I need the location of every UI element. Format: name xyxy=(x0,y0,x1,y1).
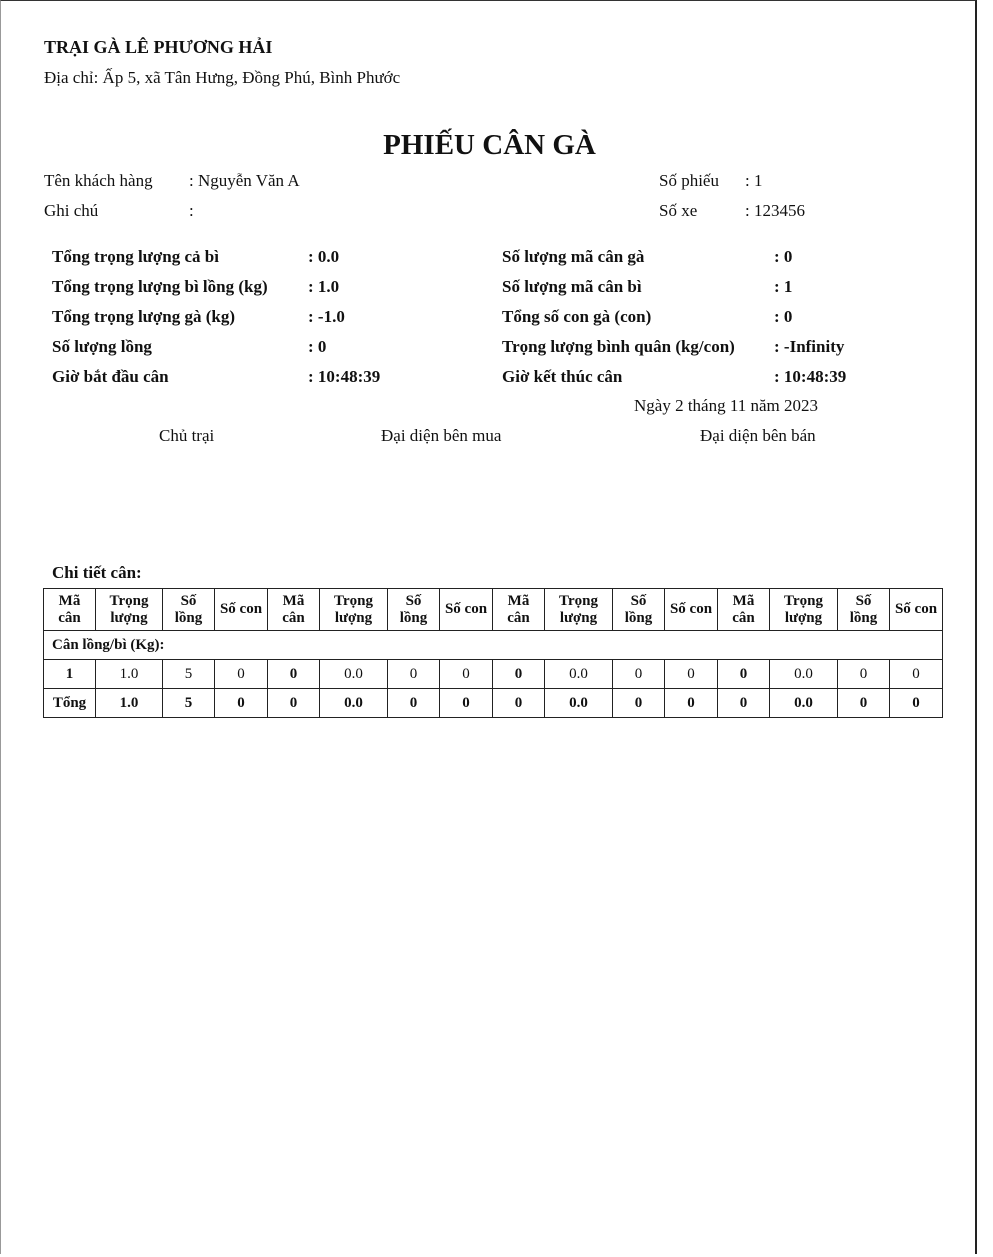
column-header: Số lồng xyxy=(838,589,890,631)
table-cell: 0 xyxy=(268,660,320,689)
column-header: Mã cân xyxy=(268,589,320,631)
total-cell: 0 xyxy=(838,689,890,718)
table-cell: 1 xyxy=(44,660,96,689)
column-header: Số con xyxy=(215,589,268,631)
signature-buyer: Đại diện bên mua xyxy=(381,426,502,445)
column-header: Mã cân xyxy=(493,589,545,631)
summary-left-value: : 1.0 xyxy=(308,277,340,296)
ticket-value: : 1 xyxy=(745,171,763,190)
summary-left-label: Giờ bắt đầu cân xyxy=(52,367,169,386)
column-header: Trọng lượng xyxy=(320,589,388,631)
total-cell: Tổng xyxy=(44,689,96,718)
table-cell: 0.0 xyxy=(770,660,838,689)
farm-address: Địa chỉ: Ấp 5, xã Tân Hưng, Đồng Phú, Bình Phước xyxy=(44,68,401,87)
summary-right-label: Giờ kết thúc cân xyxy=(502,367,623,386)
total-cell: 1.0 xyxy=(96,689,163,718)
customer-value: : Nguyễn Văn A xyxy=(189,171,300,190)
total-cell: 0 xyxy=(440,689,493,718)
summary-right-value: : 1 xyxy=(774,277,793,296)
column-header: Mã cân xyxy=(44,589,96,631)
table-cell: 0.0 xyxy=(320,660,388,689)
table-cell: 0.0 xyxy=(545,660,613,689)
total-cell: 5 xyxy=(163,689,215,718)
summary-right-label: Số lượng mã cân bì xyxy=(502,277,642,296)
column-header: Số lồng xyxy=(388,589,440,631)
vehicle-label: Số xe xyxy=(659,201,698,220)
total-cell: 0 xyxy=(493,689,545,718)
vehicle-value: : 123456 xyxy=(745,201,805,220)
summary-left-label: Tổng trọng lượng bì lồng (kg) xyxy=(52,277,268,296)
total-cell: 0.0 xyxy=(770,689,838,718)
total-cell: 0 xyxy=(665,689,718,718)
summary-right-value: : 0 xyxy=(774,247,793,266)
ticket-label: Số phiếu xyxy=(659,171,719,190)
section-row xyxy=(44,631,943,660)
document-title: PHIẾU CÂN GÀ xyxy=(383,129,596,161)
table-cell: 0 xyxy=(388,660,440,689)
document-date: Ngày 2 tháng 11 năm 2023 xyxy=(634,396,818,415)
table-cell: 0 xyxy=(493,660,545,689)
total-cell: 0.0 xyxy=(320,689,388,718)
table-cell: 0 xyxy=(890,660,943,689)
total-cell: 0 xyxy=(890,689,943,718)
summary-left-value: : 0 xyxy=(308,337,327,356)
summary-right-value: : -Infinity xyxy=(774,337,845,356)
total-cell: 0 xyxy=(215,689,268,718)
table-cell: 1.0 xyxy=(96,660,163,689)
total-row xyxy=(44,689,943,718)
column-header: Số con xyxy=(890,589,943,631)
summary-left-value: : 10:48:39 xyxy=(308,367,381,386)
column-header: Mã cân xyxy=(718,589,770,631)
summary-right-label: Trọng lượng bình quân (kg/con) xyxy=(502,337,735,356)
customer-label: Tên khách hàng xyxy=(44,171,153,190)
weighing-detail-table xyxy=(43,588,943,718)
summary-left-value: : 0.0 xyxy=(308,247,340,266)
column-header: Trọng lượng xyxy=(545,589,613,631)
table-cell: 0 xyxy=(440,660,493,689)
signature-seller: Đại diện bên bán xyxy=(700,426,816,445)
column-header: Số con xyxy=(665,589,718,631)
summary-right-label: Tổng số con gà (con) xyxy=(502,307,652,326)
total-cell: 0 xyxy=(613,689,665,718)
table-cell: 0 xyxy=(665,660,718,689)
table-cell: 5 xyxy=(163,660,215,689)
table-header-row xyxy=(44,589,943,631)
table-cell: 0 xyxy=(838,660,890,689)
summary-left-label: Tổng trọng lượng gà (kg) xyxy=(52,307,236,326)
table-cell: 0 xyxy=(215,660,268,689)
table-cell: 0 xyxy=(613,660,665,689)
note-value: : xyxy=(189,201,194,220)
column-header: Số con xyxy=(440,589,493,631)
total-cell: 0.0 xyxy=(545,689,613,718)
summary-right-value: : 0 xyxy=(774,307,793,326)
signature-owner: Chủ trại xyxy=(159,426,215,445)
summary-left-label: Số lượng lồng xyxy=(52,337,152,356)
table-row xyxy=(44,660,943,689)
summary-left-value: : -1.0 xyxy=(308,307,345,326)
summary-right-value: : 10:48:39 xyxy=(774,367,847,386)
note-label: Ghi chú xyxy=(44,201,99,220)
column-header: Trọng lượng xyxy=(96,589,163,631)
table-cell: 0 xyxy=(718,660,770,689)
summary-right-label: Số lượng mã cân gà xyxy=(502,247,645,266)
column-header: Số lồng xyxy=(163,589,215,631)
total-cell: 0 xyxy=(718,689,770,718)
detail-title: Chi tiết cân: xyxy=(52,563,142,582)
total-cell: 0 xyxy=(268,689,320,718)
summary-left-label: Tổng trọng lượng cả bì xyxy=(52,247,219,266)
column-header: Trọng lượng xyxy=(770,589,838,631)
column-header: Số lồng xyxy=(613,589,665,631)
total-cell: 0 xyxy=(388,689,440,718)
farm-name: TRẠI GÀ LÊ PHƯƠNG HẢI xyxy=(44,37,273,57)
section-label: Cân lồng/bì (Kg): xyxy=(44,631,943,660)
